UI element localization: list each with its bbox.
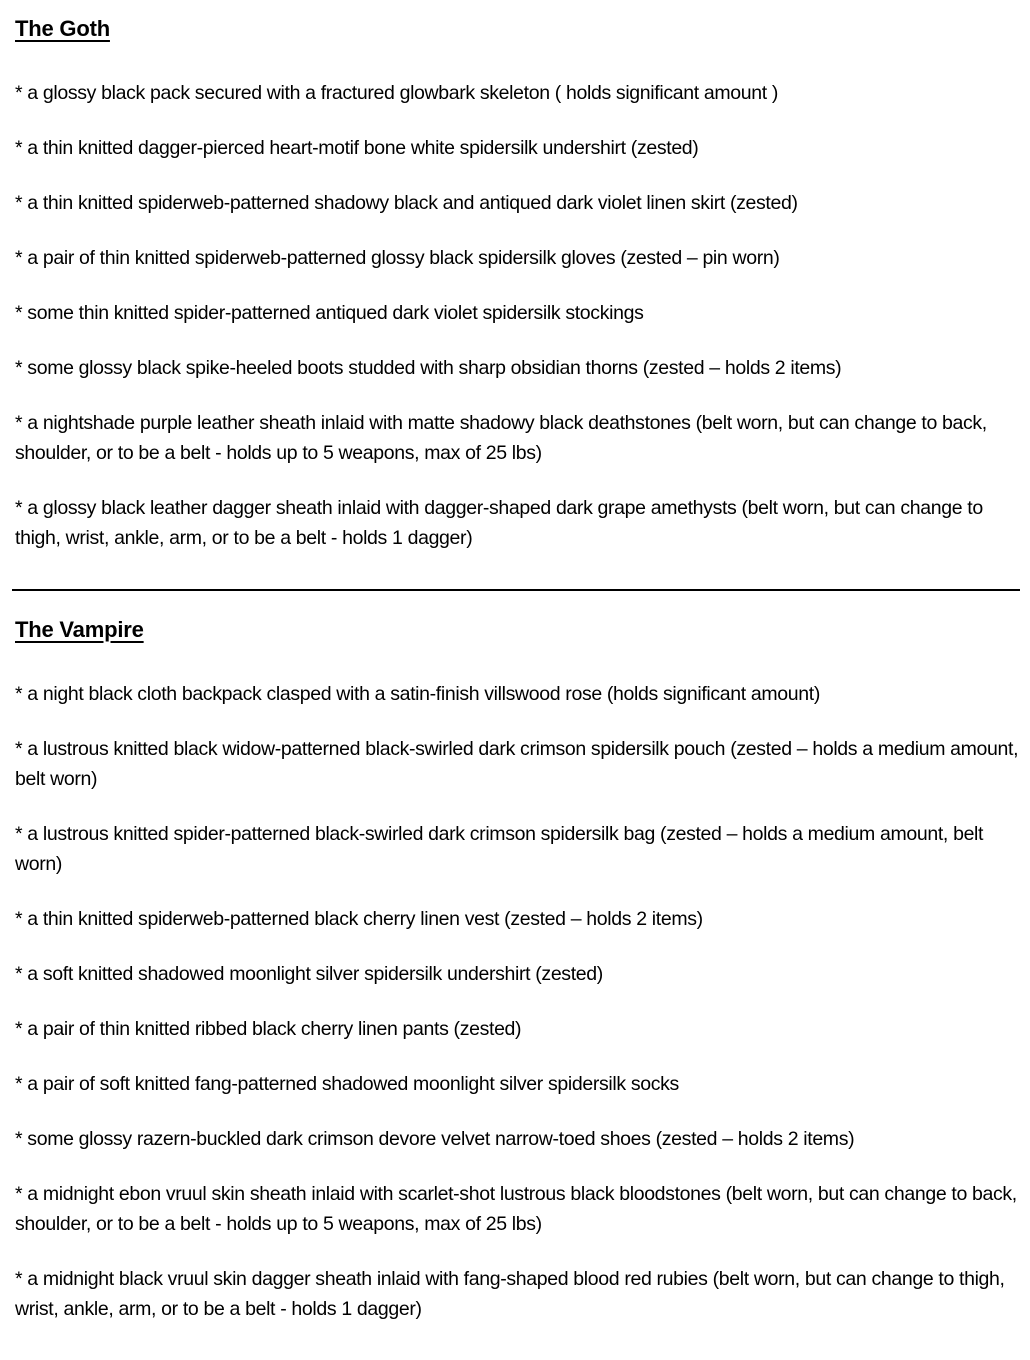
goth-item-pack: * a glossy black pack secured with a fractured glowbark skeleton ( holds significant amount ) (15, 82, 779, 104)
goth-item-dagger-sheath: * a glossy black leather dagger sheath inlaid with dagger-shaped dark grape amethysts (belt worn, but can change to thigh, wrist, ankle, arm, or to be a belt - holds 1 dagger) (15, 497, 983, 549)
vampire-item-socks: * a pair of soft knitted fang-patterned shadowed moonlight silver spidersilk socks (15, 1073, 679, 1095)
section-vampire (15, 617, 1023, 1324)
vampire-item-vest: * a thin knitted spiderweb-patterned black cherry linen vest (zested – holds 2 items) (15, 908, 703, 930)
goth-heading: The Goth (15, 16, 110, 41)
vampire-item-undershirt: * a soft knitted shadowed moonlight silver spidersilk undershirt (zested) (15, 963, 603, 985)
vampire-item-pouch: * a lustrous knitted black widow-patterned black-swirled dark crimson spidersilk pouch (zested – holds a medium amount, belt worn) (15, 738, 1019, 790)
section-goth (15, 16, 1023, 553)
vampire-item-dagger-sheath: * a midnight black vruul skin dagger sheath inlaid with fang-shaped blood red rubies (belt worn, but can change to thigh, wrist, ankle, arm, or to be a belt - holds 1 dagger) (15, 1268, 1005, 1320)
goth-item-gloves: * a pair of thin knitted spiderweb-patterned glossy black spidersilk gloves (zested – pin worn) (15, 247, 780, 269)
goth-item-undershirt: * a thin knitted dagger-pierced heart-motif bone white spidersilk undershirt (zested) (15, 137, 699, 159)
vampire-item-shoes: * some glossy razern-buckled dark crimson devore velvet narrow-toed shoes (zested – holds 2 items) (15, 1128, 855, 1150)
goth-item-stockings: * some thin knitted spider-patterned antiqued dark violet spidersilk stockings (15, 302, 644, 324)
vampire-item-pants: * a pair of thin knitted ribbed black cherry linen pants (zested) (15, 1018, 522, 1040)
vampire-heading: The Vampire (15, 617, 144, 642)
goth-item-boots: * some glossy black spike-heeled boots studded with sharp obsidian thorns (zested – holds 2 items) (15, 357, 842, 379)
vampire-item-backpack: * a night black cloth backpack clasped with a satin-finish villswood rose (holds significant amount) (15, 683, 821, 705)
goth-item-sheath: * a nightshade purple leather sheath inlaid with matte shadowy black deathstones (belt worn, but can change to back, shoulder, or to be a belt - holds up to 5 weapons, max of 25 lbs) (15, 412, 987, 464)
goth-item-skirt: * a thin knitted spiderweb-patterned shadowy black and antiqued dark violet linen skirt (zested) (15, 192, 798, 214)
section-divider (12, 589, 1020, 591)
vampire-item-sheath: * a midnight ebon vruul skin sheath inlaid with scarlet-shot lustrous black bloodstones (belt worn, but can change to back, shoulder, or to be a belt - holds up to 5 weapons, max of 25 lbs) (15, 1183, 1017, 1235)
vampire-item-bag: * a lustrous knitted spider-patterned black-swirled dark crimson spidersilk bag (zested – holds a medium amount, belt worn) (15, 823, 984, 875)
